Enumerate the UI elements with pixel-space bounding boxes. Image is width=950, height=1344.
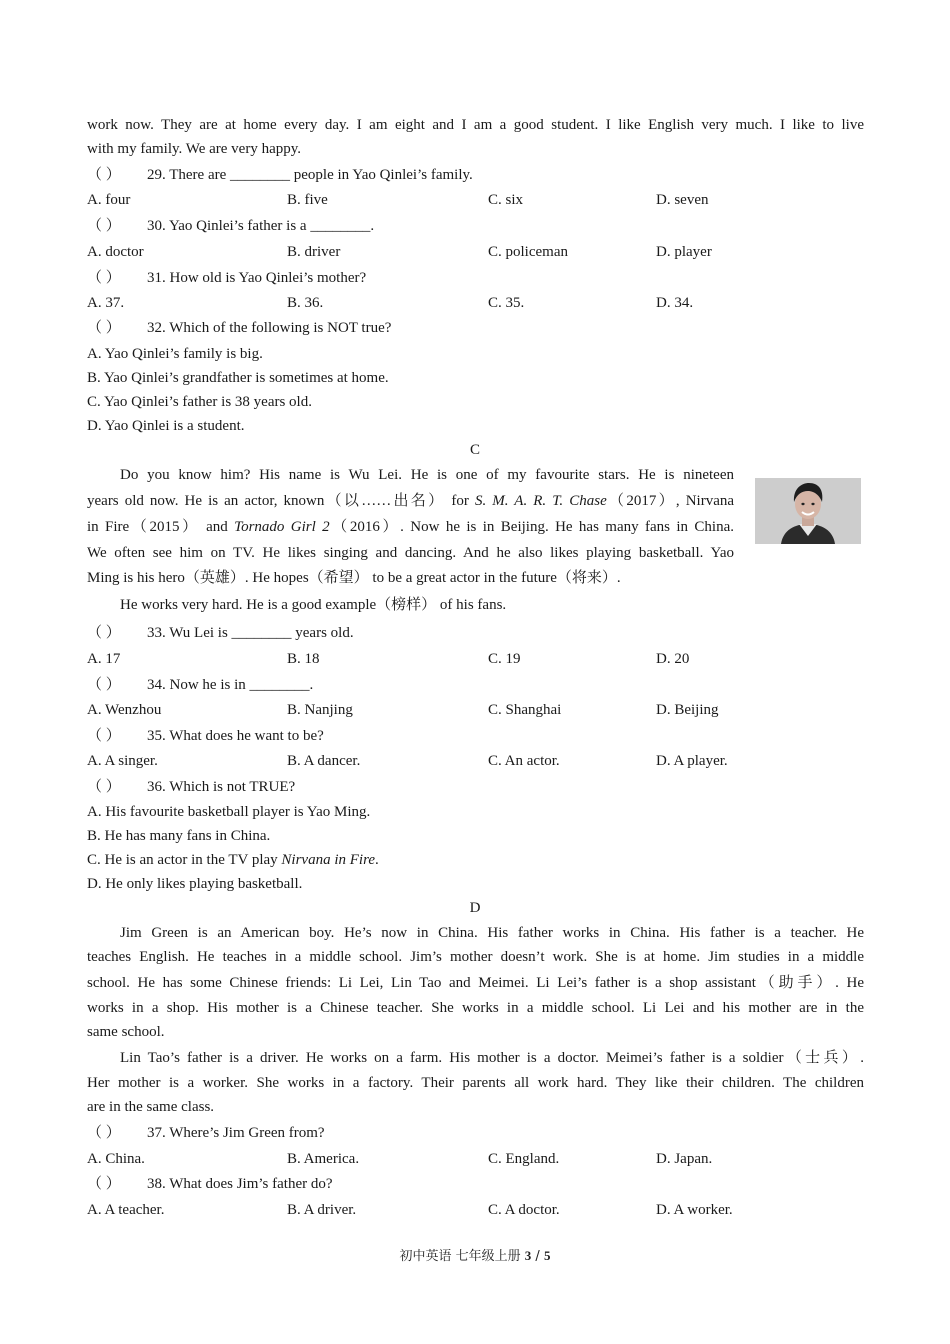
question-34 [87, 675, 313, 695]
question-30 [87, 216, 374, 236]
option-b: B. 36. [287, 295, 324, 311]
footer-title: 初中英语 七年级上册 [399, 1249, 525, 1264]
option-a: A. Wenzhou [87, 702, 162, 718]
passage-d-line: are in the same class. [87, 1099, 215, 1115]
option-c: C. 19 [488, 651, 521, 667]
question-33 [87, 623, 354, 643]
option-b: B. five [287, 192, 328, 208]
option-a: A. China. [87, 1151, 145, 1167]
answer-bracket[interactable]: （ ） [87, 218, 121, 234]
page-total: 5 [543, 1248, 551, 1263]
title-italic: S. M. A. R. T. Chase [474, 493, 607, 509]
passage-d-line: Her mother is a worker. She works in a factory. Their parents all work hard. They like their children. The children [87, 1075, 864, 1091]
option-b: B. A driver. [287, 1202, 357, 1218]
question-stem: 36. Which is not TRUE? [147, 779, 296, 795]
options-31 [87, 293, 787, 313]
option-b: B. Yao Qinlei’s grandfather is sometimes at home. [87, 370, 389, 386]
option-b: B. driver [287, 244, 341, 260]
option-a: A. 17 [87, 651, 121, 667]
option-d: D. seven [656, 192, 709, 208]
question-35 [87, 726, 324, 746]
answer-bracket[interactable]: （ ） [87, 167, 121, 183]
option-c: C. Shanghai [488, 702, 562, 718]
option-a: A. His favourite basketball player is Yao Ming. [87, 804, 371, 820]
page-footer [0, 1247, 950, 1266]
option-d: D. 34. [656, 295, 694, 311]
option-b: B. He has many fans in China. [87, 828, 271, 844]
option-d: D. He only likes playing basketball. [87, 876, 303, 892]
option-c [87, 850, 379, 870]
section-heading-d: D [469, 900, 481, 916]
text-run: C. He is an actor in the TV play [87, 852, 282, 868]
question-stem: 38. What does Jim’s father do? [147, 1176, 333, 1192]
passage-b-line: work now. They are at home every day. I am eight and I am a good student. I like English very much. I like to live [87, 117, 864, 133]
option-d: D. Japan. [656, 1151, 713, 1167]
option-c: C. policeman [488, 244, 568, 260]
text-run: （2016）. Now he is in Beijing. He has many fans in China. [329, 519, 734, 535]
portrait-photo [755, 478, 861, 544]
passage-d-line: same school. [87, 1024, 165, 1040]
option-b: B. Nanjing [287, 702, 353, 718]
option-b: B. A dancer. [287, 753, 361, 769]
option-c: C. England. [488, 1151, 560, 1167]
question-29 [87, 165, 473, 185]
answer-bracket[interactable]: （ ） [87, 728, 121, 744]
question-37 [87, 1123, 325, 1143]
answer-bracket[interactable]: （ ） [87, 1176, 121, 1192]
option-d: D. player [656, 244, 712, 260]
option-a: A. Yao Qinlei’s family is big. [87, 346, 263, 362]
option-a: A. four [87, 192, 131, 208]
portrait-illustration [755, 478, 861, 544]
question-stem: 34. Now he is in ________. [147, 677, 314, 693]
text-run: in Fire（2015） and [87, 519, 235, 535]
option-c: C. An actor. [488, 753, 560, 769]
title-italic: Tornado Girl 2 [234, 519, 330, 535]
page-separator: / [531, 1249, 544, 1264]
option-a: A. 37. [87, 295, 125, 311]
option-d: D. Beijing [656, 702, 719, 718]
options-29 [87, 190, 787, 210]
section-heading-c: C [469, 442, 480, 458]
question-stem: 37. Where’s Jim Green from? [147, 1125, 325, 1141]
question-stem: 33. Wu Lei is ________ years old. [147, 625, 354, 641]
question-stem: 29. There are ________ people in Yao Qinlei’s family. [147, 167, 473, 183]
text-run: years old now. He is an actor, known（以……出名） for [87, 493, 475, 509]
passage-b-line: with my family. We are very happy. [87, 141, 302, 157]
passage-c-line: We often see him on TV. He likes singing and dancing. And he also likes playing basketball. Yao [87, 545, 734, 561]
options-35 [87, 751, 787, 771]
option-d: D. A player. [656, 753, 728, 769]
question-38 [87, 1174, 333, 1194]
option-c: C. Yao Qinlei’s father is 38 years old. [87, 394, 312, 410]
answer-bracket[interactable]: （ ） [87, 677, 121, 693]
passage-c-line: He works very hard. He is a good example（榜样） of his fans. [120, 597, 507, 613]
passage-d-line: works in a shop. His mother is a Chinese teacher. She works in a middle school. Li Lei and his mother are in the [87, 1000, 864, 1016]
option-a: A. doctor [87, 244, 144, 260]
passage-c-line: Do you know him? His name is Wu Lei. He is one of my favourite stars. He is nineteen [120, 467, 734, 483]
text-run: （2017）, Nirvana [606, 493, 735, 509]
text-run: . [375, 852, 379, 868]
option-c: C. A doctor. [488, 1202, 560, 1218]
passage-d-line: Jim Green is an American boy. He’s now in China. His father works in China. His father is a teacher. He [120, 925, 864, 941]
question-32 [87, 318, 391, 338]
question-stem: 35. What does he want to be? [147, 728, 324, 744]
option-b: B. America. [287, 1151, 360, 1167]
passage-d-line: school. He has some Chinese friends: Li Lei, Lin Tao and Meimei. Li Lei’s father is a shop assistant（助手）. He [87, 975, 864, 991]
question-stem: 32. Which of the following is NOT true? [147, 320, 392, 336]
passage-c-line: Ming is his hero（英雄）. He hopes（希望） to be a great actor in the future（将来）. [87, 570, 621, 586]
passage-d-line: Lin Tao’s father is a driver. He works on a farm. His mother is a doctor. Meimei’s father is a soldier（士兵）. [120, 1050, 864, 1066]
answer-bracket[interactable]: （ ） [87, 270, 121, 286]
answer-bracket[interactable]: （ ） [87, 320, 121, 336]
question-stem: 31. How old is Yao Qinlei’s mother? [147, 270, 367, 286]
answer-bracket[interactable]: （ ） [87, 625, 121, 641]
option-d: D. 20 [656, 651, 690, 667]
option-c: C. 35. [488, 295, 525, 311]
passage-c-line [87, 491, 734, 511]
page-number: 3 [524, 1248, 532, 1263]
question-36 [87, 777, 295, 797]
option-a: A. A teacher. [87, 1202, 165, 1218]
answer-bracket[interactable]: （ ） [87, 779, 121, 795]
option-d: D. A worker. [656, 1202, 733, 1218]
title-italic: Nirvana in Fire [281, 852, 376, 868]
option-a: A. A singer. [87, 753, 158, 769]
option-c: C. six [488, 192, 524, 208]
option-d: D. Yao Qinlei is a student. [87, 418, 245, 434]
question-31 [87, 268, 366, 288]
options-38 [87, 1200, 787, 1220]
options-34 [87, 700, 787, 720]
options-33 [87, 649, 787, 669]
options-30 [87, 242, 787, 262]
option-b: B. 18 [287, 651, 320, 667]
question-stem: 30. Yao Qinlei’s father is a ________. [147, 218, 375, 234]
options-37 [87, 1149, 787, 1169]
passage-c-line [87, 517, 734, 537]
passage-d-line: teaches English. He teaches in a middle school. Jim’s mother doesn’t work. She is at home. Jim studies in a middle [87, 949, 864, 965]
answer-bracket[interactable]: （ ） [87, 1125, 121, 1141]
